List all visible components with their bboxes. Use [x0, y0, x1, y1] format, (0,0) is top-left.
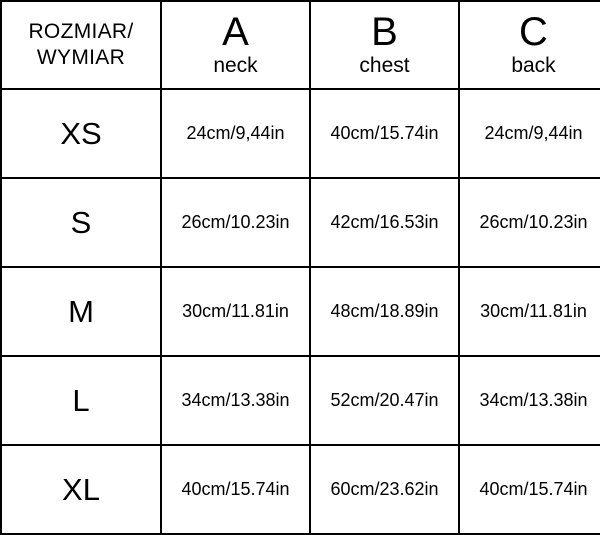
corner-header-line2: WYMIAR: [36, 46, 126, 69]
column-sub-a: neck: [213, 54, 258, 78]
cell-xs-back: 24cm/9,44in: [459, 89, 600, 178]
cell-xl-back: 40cm/15.74in: [459, 445, 600, 534]
table-row: [1, 267, 600, 356]
cell-s-back: 26cm/10.23in: [459, 178, 600, 267]
cell-l-back: 34cm/13.38in: [459, 356, 600, 445]
cell-m-back: 30cm/11.81in: [459, 267, 600, 356]
table-row: [1, 356, 600, 445]
table-row: [1, 178, 600, 267]
table-row: [1, 89, 600, 178]
table-row: [1, 445, 600, 534]
size-label-l: L: [1, 356, 161, 445]
column-letter-a: A: [222, 10, 249, 55]
column-letter-b: B: [371, 10, 398, 55]
cell-s-chest: 42cm/16.53in: [310, 178, 459, 267]
column-letter-c: C: [519, 10, 548, 55]
cell-m-neck: 30cm/11.81in: [161, 267, 310, 356]
cell-l-neck: 34cm/13.38in: [161, 356, 310, 445]
size-label-xs: XS: [1, 89, 161, 178]
size-label-xl: XL: [1, 445, 161, 534]
cell-xl-neck: 40cm/15.74in: [161, 445, 310, 534]
cell-m-chest: 48cm/18.89in: [310, 267, 459, 356]
cell-xl-chest: 60cm/23.62in: [310, 445, 459, 534]
column-sub-c: back: [511, 54, 556, 78]
column-header-a: [161, 1, 310, 89]
column-header-c: [459, 1, 600, 89]
corner-header-line1: ROZMIAR/: [28, 19, 134, 43]
table-header-row: [1, 1, 600, 89]
column-header-b: [310, 1, 459, 89]
corner-header-cell: [1, 1, 161, 89]
size-label-s: S: [1, 178, 161, 267]
cell-l-chest: 52cm/20.47in: [310, 356, 459, 445]
column-sub-b: chest: [359, 54, 410, 78]
cell-xs-neck: 24cm/9,44in: [161, 89, 310, 178]
cell-s-neck: 26cm/10.23in: [161, 178, 310, 267]
cell-xs-chest: 40cm/15.74in: [310, 89, 459, 178]
size-label-m: M: [1, 267, 161, 356]
